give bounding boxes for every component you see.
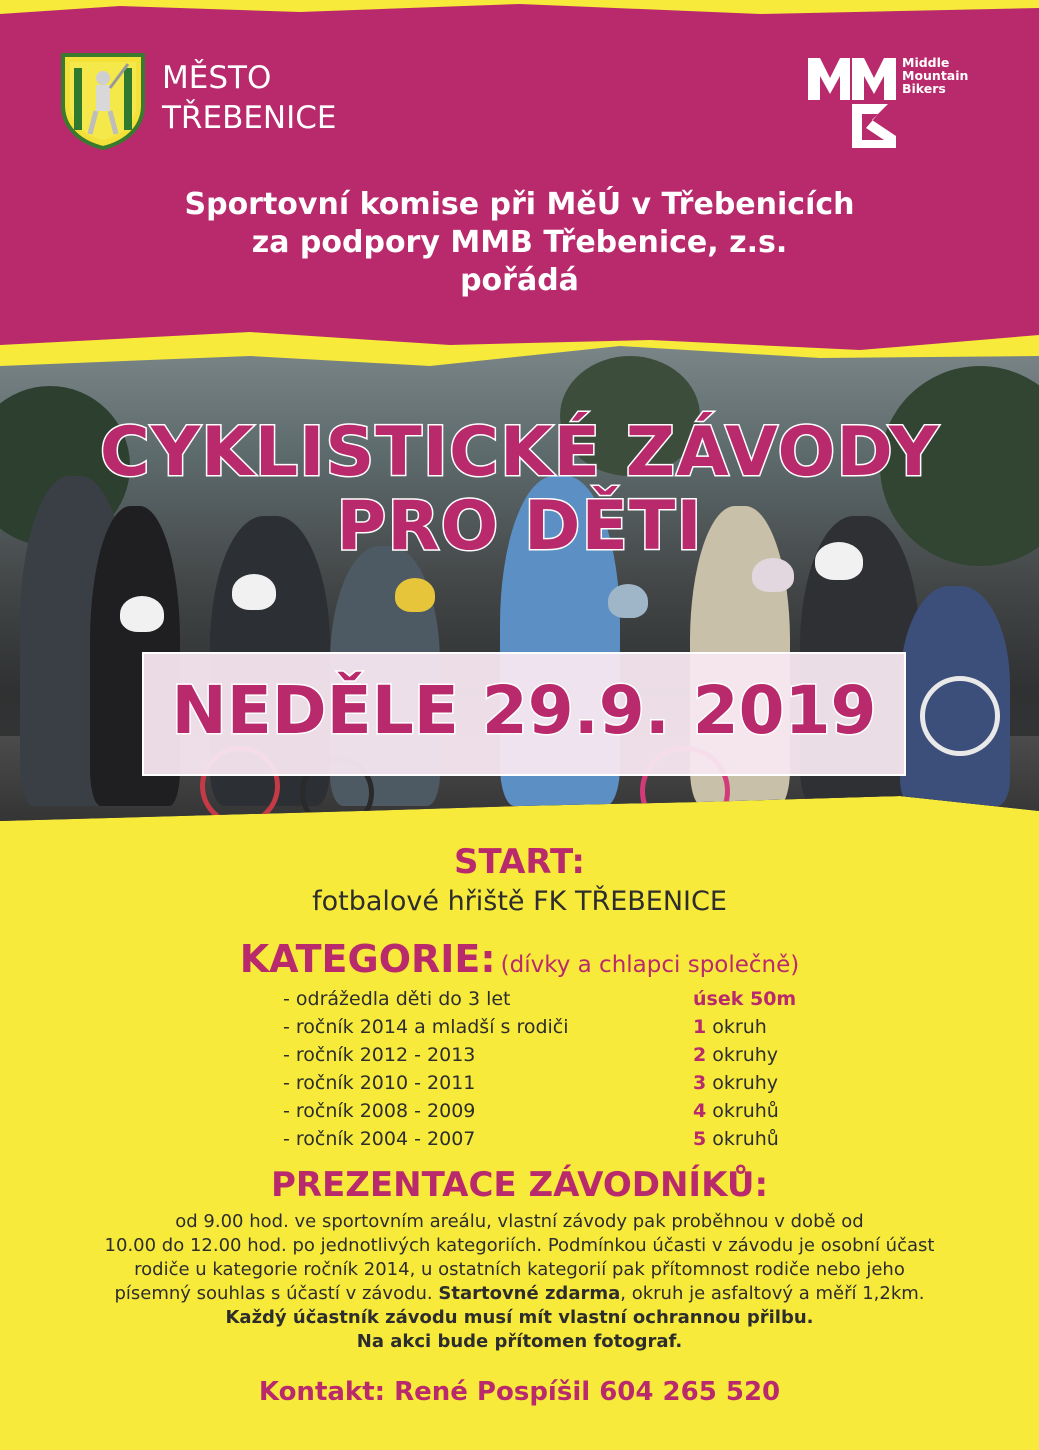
category-row [283, 1042, 803, 1070]
event-title [0, 413, 1039, 566]
city-name-line1: MĚSTO [162, 60, 272, 96]
category-lap-count: 2 [693, 1044, 707, 1066]
category-label: - ročník 2010 - 2011 [283, 1072, 476, 1094]
start-place: fotbalové hřiště FK TŘEBENICE [312, 886, 727, 917]
start-heading: START: [454, 842, 585, 882]
helmet-requirement-text: Každý účastník závodu musí mít vlastní ochrannou přilbu. [225, 1307, 814, 1328]
organizer-line2: za podpory MMB Třebenice, z.s. [251, 225, 788, 260]
category-laps [693, 1126, 779, 1153]
category-distance-value: úsek 50m [693, 988, 797, 1010]
category-laps [693, 1070, 778, 1097]
event-title-line1: CYKLISTICKÉ ZÁVODY [99, 413, 940, 492]
categories-list [283, 986, 803, 1154]
category-lap-word: okruh [706, 1016, 767, 1038]
category-lap-word: okruhy [706, 1044, 779, 1066]
event-date: NEDĚLE 29.9. 2019 [171, 672, 877, 749]
mmb-logo-line2: Mountain [902, 68, 969, 83]
category-lap-count: 4 [693, 1100, 707, 1122]
organizer-text [0, 186, 1039, 300]
town-coat-of-arms-icon [58, 50, 148, 150]
registration-line1: od 9.00 hod. ve sportovním areálu, vlastní závody pak proběhnou v době od [175, 1211, 864, 1232]
categories-heading: KATEGORIE: [239, 937, 496, 981]
contact-info: Kontakt: René Pospíšil 604 265 520 [258, 1377, 781, 1407]
category-lap-word: okruhů [706, 1128, 779, 1150]
category-row [283, 1014, 803, 1042]
category-label: - odrážedla děti do 3 let [283, 988, 511, 1010]
category-row [283, 986, 803, 1014]
photographer-note-text: Na akci bude přítomen fotograf. [356, 1331, 683, 1352]
registration-line4-start: písemný souhlas s účastí v závodu. [114, 1283, 439, 1304]
organizer-line3: pořádá [460, 263, 579, 298]
date-banner [142, 652, 906, 776]
category-lap-word: okruhy [706, 1072, 779, 1094]
categories-header [0, 935, 1039, 989]
event-title-line2: PRO DĚTI [336, 487, 703, 566]
mmb-logo [806, 54, 996, 150]
category-label: - ročník 2008 - 2009 [283, 1100, 476, 1122]
organizer-line1: Sportovní komise při MěÚ v Třebenicích [184, 187, 855, 222]
registration-line4 [50, 1282, 989, 1306]
category-row [283, 1098, 803, 1126]
city-name-line2: TŘEBENICE [162, 100, 337, 136]
mmb-logo-icon [806, 54, 898, 148]
category-row [283, 1126, 803, 1154]
registration-line3: rodiče u kategorie ročník 2014, u ostatních kategorií pak přítomnost rodiče nebo jeho [134, 1259, 905, 1280]
registration-line2: 10.00 do 12.00 hod. po jednotlivých kategoriích. Podmínkou účasti v závodu je osobní účast [104, 1235, 935, 1256]
city-name [162, 58, 336, 138]
registration-text [50, 1210, 989, 1354]
registration-line4-end: , okruh je asfaltový a měří 1,2km. [620, 1283, 925, 1304]
category-lap-count: 5 [693, 1128, 707, 1150]
categories-note: (dívky a chlapci společně) [500, 952, 800, 978]
category-lap-count: 3 [693, 1072, 707, 1094]
mmb-logo-line1: Middle [902, 55, 950, 70]
category-laps [693, 1098, 779, 1125]
helmet-requirement [50, 1306, 989, 1330]
category-lap-word: okruhů [706, 1100, 779, 1122]
category-row [283, 1070, 803, 1098]
category-lap-count: 1 [693, 1016, 707, 1038]
category-label: - ročník 2014 a mladší s rodiči [283, 1016, 569, 1038]
mmb-logo-line3: Bikers [902, 81, 946, 96]
category-label: - ročník 2012 - 2013 [283, 1044, 476, 1066]
category-distance [693, 986, 796, 1013]
free-entry-text: Startovné zdarma [438, 1283, 621, 1304]
photographer-note [50, 1330, 989, 1354]
category-laps [693, 1042, 778, 1069]
registration-heading: PREZENTACE ZÁVODNÍKŮ: [270, 1165, 769, 1205]
category-label: - ročník 2004 - 2007 [283, 1128, 476, 1150]
category-laps [693, 1014, 767, 1041]
